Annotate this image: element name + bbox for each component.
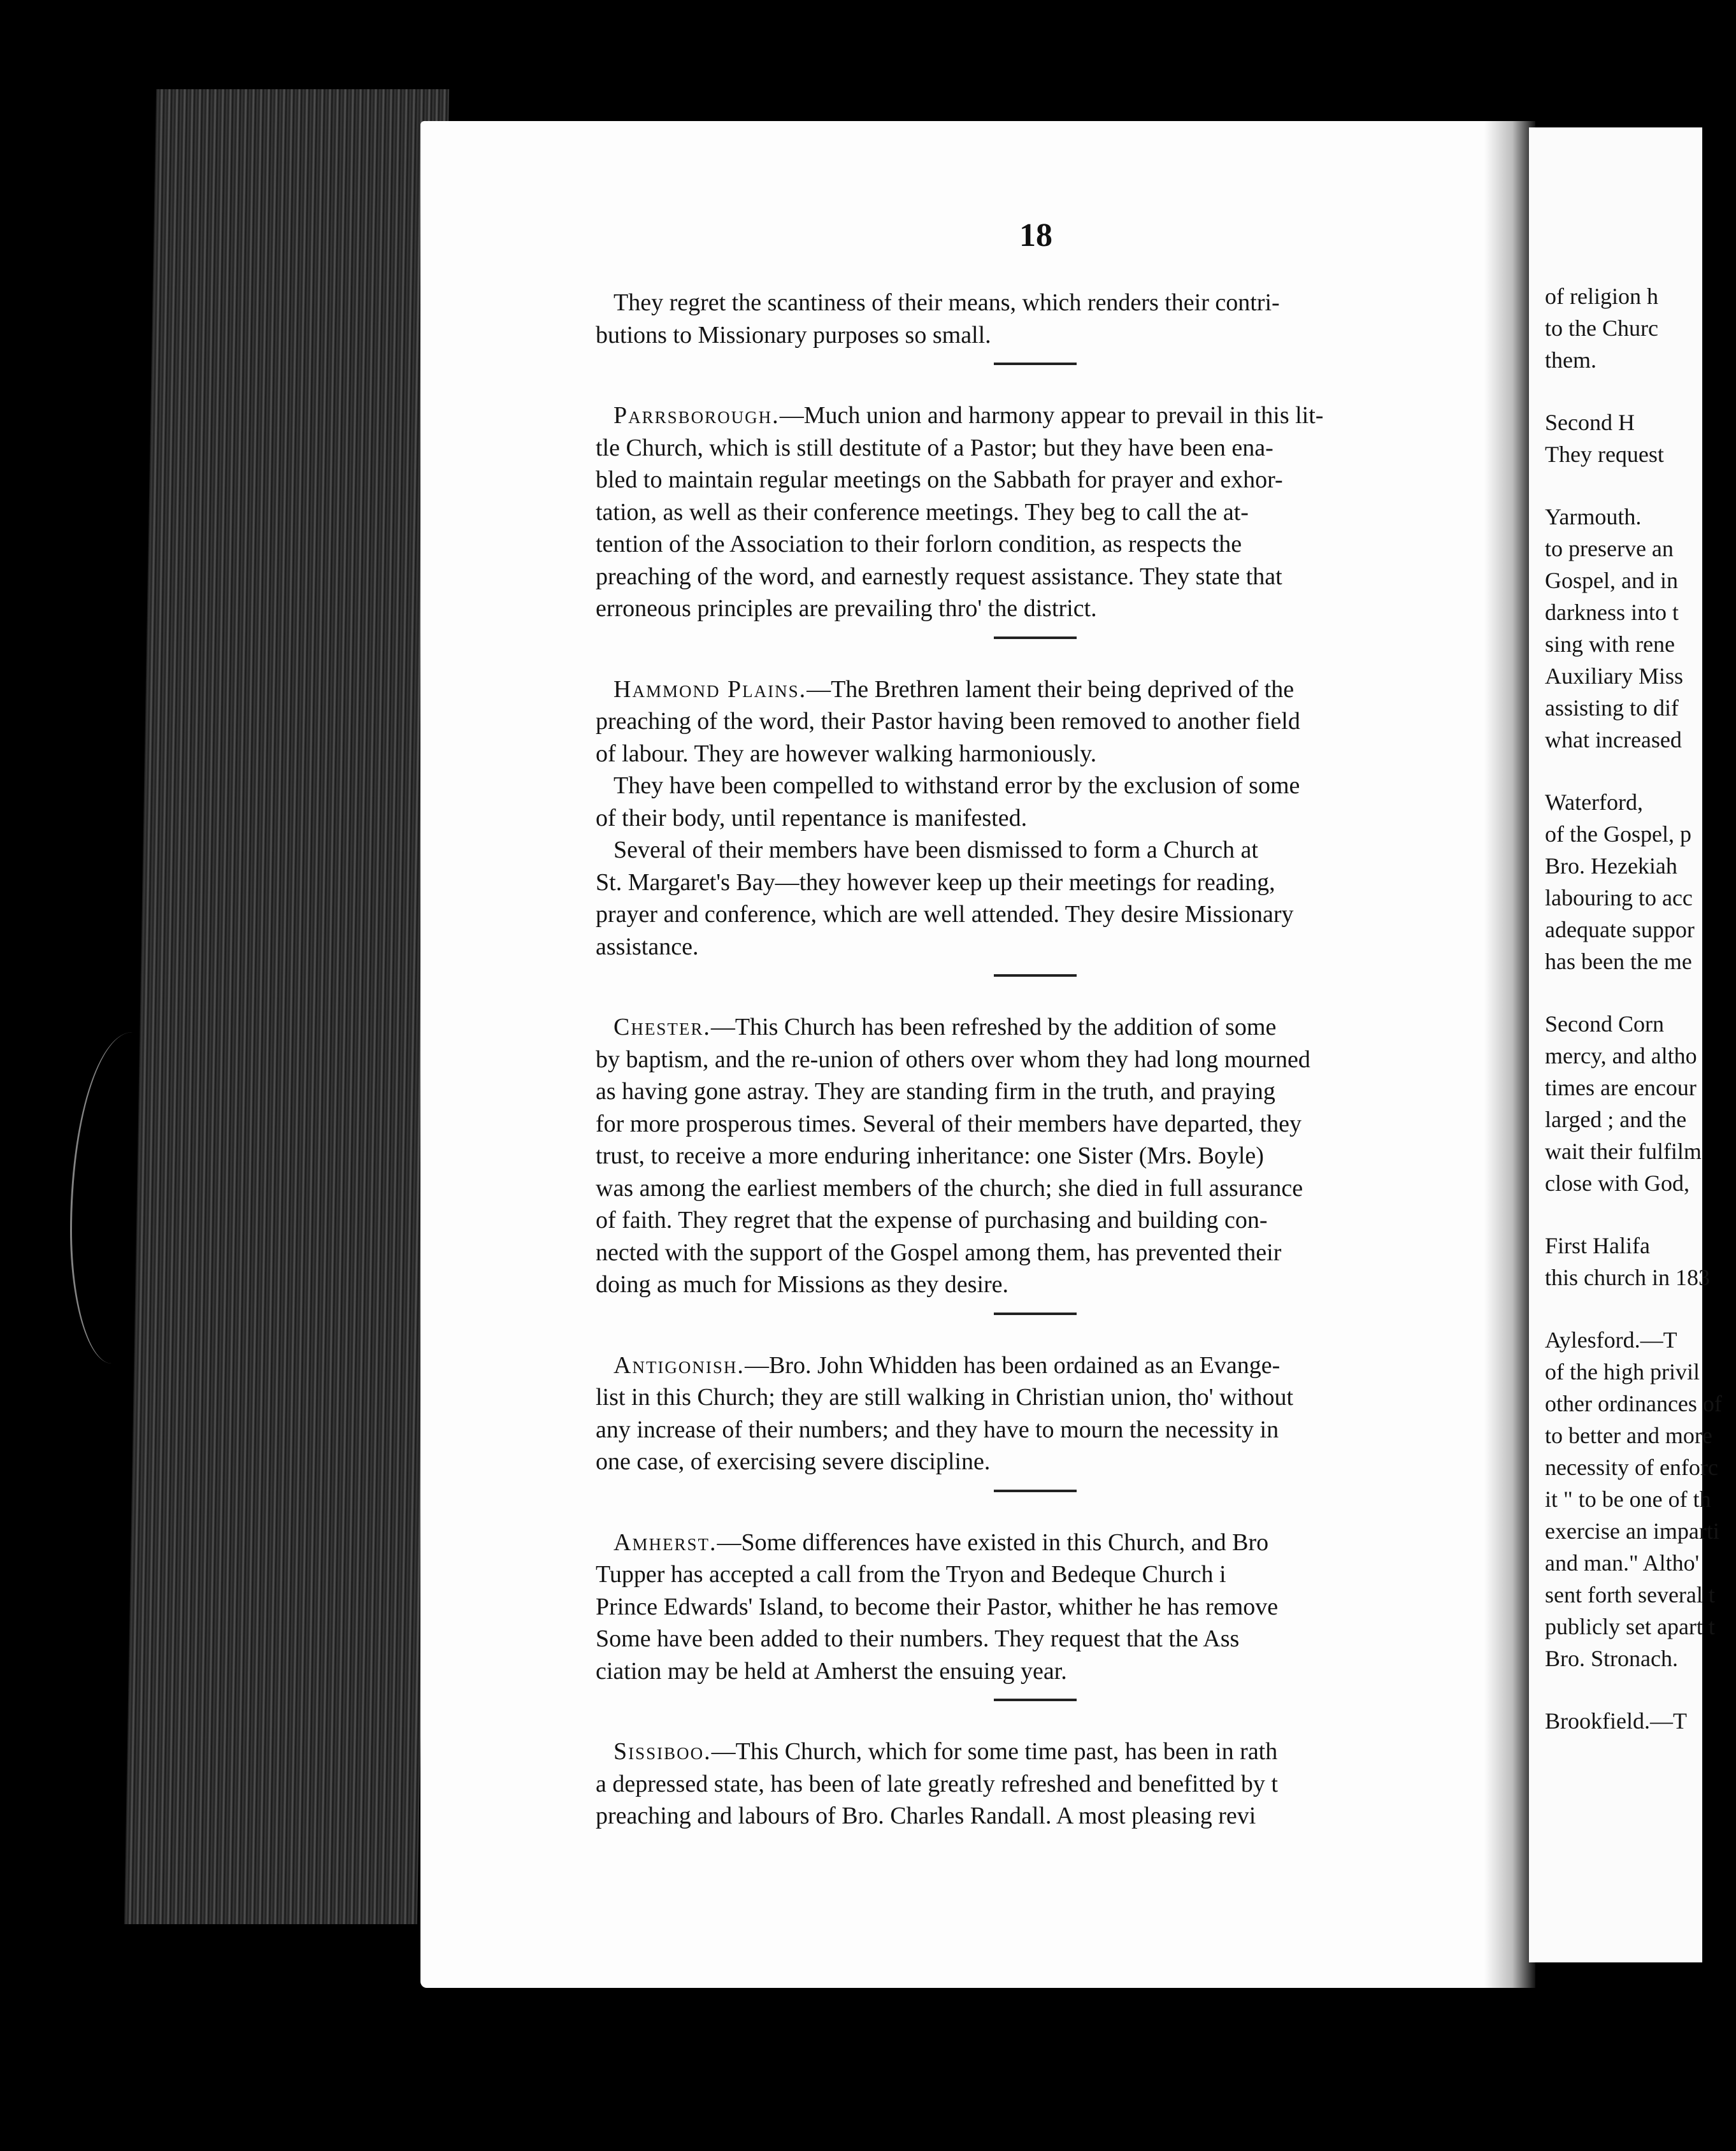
text-line <box>596 705 1475 738</box>
line-text: nected with the support of the Gospel among them, has prevented their <box>596 1239 1282 1266</box>
text-line <box>596 1414 1475 1446</box>
text-line: them. <box>1545 347 1596 373</box>
line-text: by baptism, and the re-union of others over whom they had long mourned <box>596 1046 1310 1073</box>
text-line: Second Corn <box>1545 1011 1664 1037</box>
text-line <box>596 528 1475 561</box>
section-divider <box>994 1313 1077 1315</box>
text-line: adequate suppor <box>1545 917 1695 942</box>
text-line <box>596 673 1475 706</box>
line-text: preaching of the word, and earnestly request assistance. They state that <box>596 563 1282 590</box>
church-name-heading: Amherst. <box>613 1529 717 1556</box>
text-line: wait their fulfilm <box>1545 1139 1702 1164</box>
left-page-text <box>596 287 1475 1832</box>
line-text: of faith. They regret that the expense of purchasing and building con- <box>596 1207 1268 1234</box>
loose-thread <box>70 1032 174 1363</box>
line-text: one case, of exercising severe discipline. <box>596 1448 991 1475</box>
text-line <box>596 1044 1475 1076</box>
line-text: Several of their members have been dismissed to form a Church at <box>613 837 1258 863</box>
text-line <box>596 432 1475 464</box>
text-line: First Halifa <box>1545 1233 1650 1258</box>
section-divider <box>994 1490 1077 1492</box>
line-text: —Bro. John Whidden has been ordained as an Evange- <box>744 1351 1280 1379</box>
text-line: times are encour <box>1545 1075 1697 1100</box>
paragraph-gap <box>1545 756 1736 786</box>
text-line <box>596 770 1475 802</box>
line-text: butions to Missionary purposes so small. <box>596 321 991 349</box>
paragraph-gap <box>1545 376 1736 406</box>
text-line <box>596 1768 1475 1801</box>
line-text: tation, as well as their conference meetings. They beg to call the at- <box>596 498 1249 526</box>
text-line <box>596 802 1475 835</box>
text-line: Aylesford.—T <box>1545 1327 1677 1353</box>
church-name-heading: Antigonish. <box>613 1351 745 1379</box>
line-text: tention of the Association to their forlorn condition, as respects the <box>596 531 1242 558</box>
text-line <box>596 1172 1475 1205</box>
section-divider <box>994 1699 1077 1701</box>
paragraph <box>596 673 1475 770</box>
text-line: has been the me <box>1545 949 1692 974</box>
text-line: to preserve an <box>1545 536 1674 561</box>
paragraph <box>596 834 1475 963</box>
line-text: trust, to receive a more enduring inheritance: one Sister (Mrs. Boyle) <box>596 1142 1264 1169</box>
text-line: publicly set apart t <box>1545 1614 1715 1639</box>
text-line <box>596 561 1475 593</box>
text-line: Auxiliary Miss <box>1545 663 1684 689</box>
line-text: assistance. <box>596 933 699 960</box>
text-line: to the Churc <box>1545 315 1658 341</box>
line-text: any increase of their numbers; and they have to mourn the necessity in <box>596 1416 1279 1443</box>
line-text: They have been compelled to withstand error by the exclusion of some <box>613 772 1300 799</box>
text-line <box>596 1381 1475 1414</box>
line-text: They regret the scantiness of their means, which renders their contri- <box>613 289 1280 316</box>
line-text: as having gone astray. They are standing firm in the truth, and praying <box>596 1078 1275 1105</box>
section-divider <box>994 637 1077 639</box>
paragraph-gap <box>1545 1199 1736 1230</box>
text-line: larged ; and the <box>1545 1107 1687 1132</box>
text-line: it " to be one of th <box>1545 1486 1711 1512</box>
line-text: —This Church has been refreshed by the addition of some <box>710 1014 1277 1040</box>
text-line <box>596 593 1475 625</box>
line-text: —This Church, which for some time past, has been in rath <box>711 1738 1278 1765</box>
text-line <box>596 319 1475 352</box>
paragraph <box>596 287 1475 351</box>
line-text: Tupper has accepted a call from the Tryon and Bedeque Church i <box>596 1561 1226 1588</box>
text-line <box>596 1269 1475 1301</box>
text-line <box>596 1623 1475 1655</box>
line-text: preaching of the word, their Pastor having been removed to another field <box>596 708 1300 735</box>
line-text: preaching and labours of Bro. Charles Randall. A most pleasing revi <box>596 1802 1256 1829</box>
paragraph <box>596 399 1475 625</box>
text-line: other ordinances of <box>1545 1391 1722 1416</box>
book-page-edges <box>124 89 449 1924</box>
line-text: bled to maintain regular meetings on the Sabbath for prayer and exhor- <box>596 466 1283 493</box>
text-line <box>596 867 1475 899</box>
line-text: Some have been added to their numbers. They request that the Ass <box>596 1625 1240 1652</box>
line-text: list in this Church; they are still walking in Christian union, tho' without <box>596 1384 1294 1411</box>
paragraph-gap <box>1545 1674 1736 1705</box>
line-text: was among the earliest members of the church; she died in full assurance <box>596 1174 1303 1202</box>
church-name-heading: Sissiboo. <box>613 1738 712 1765</box>
line-text: for more prosperous times. Several of their members have departed, they <box>596 1110 1302 1137</box>
text-line: They request <box>1545 442 1664 467</box>
text-line: necessity of enforc <box>1545 1455 1718 1480</box>
paragraph <box>596 1527 1475 1688</box>
line-text: tle Church, which is still destitute of a Pastor; but they have been ena- <box>596 434 1273 461</box>
text-line <box>596 1558 1475 1591</box>
text-line <box>596 931 1475 963</box>
line-text: —Some differences have existed in this Church, and Bro <box>717 1529 1269 1556</box>
text-line: exercise an imparti <box>1545 1518 1719 1544</box>
right-page-text <box>1545 280 1736 1737</box>
text-line <box>596 1140 1475 1172</box>
line-text: of their body, until repentance is manifested. <box>596 804 1028 831</box>
section-divider <box>994 363 1077 365</box>
church-name-heading: Hammond Plains. <box>613 675 807 703</box>
text-line: Bro. Hezekiah <box>1545 853 1677 879</box>
text-line <box>596 1011 1475 1044</box>
book-gutter <box>1484 121 1535 1988</box>
line-text: a depressed state, has been of late greatly refreshed and benefitted by t <box>596 1770 1278 1797</box>
text-line <box>596 464 1475 496</box>
text-line: Bro. Stronach. <box>1545 1646 1678 1671</box>
text-line: of the high privil <box>1545 1359 1700 1385</box>
line-text: ciation may be held at Amherst the ensuing year. <box>596 1657 1067 1685</box>
text-line: what increased <box>1545 727 1682 752</box>
church-name-heading: Parrsborough. <box>613 402 780 429</box>
text-line <box>596 399 1475 432</box>
text-line: Brookfield.—T <box>1545 1708 1687 1734</box>
line-text: of labour. They are however walking harmoniously. <box>596 740 1097 767</box>
church-name-heading: Chester. <box>613 1014 711 1040</box>
text-line: close with God, <box>1545 1170 1689 1196</box>
text-line <box>596 1800 1475 1832</box>
text-line <box>596 496 1475 529</box>
text-line: of religion h <box>1545 284 1658 309</box>
text-line: labouring to acc <box>1545 885 1693 910</box>
text-line: darkness into t <box>1545 600 1679 625</box>
line-text: —The Brethren lament their being deprived of the <box>807 675 1295 703</box>
text-line: Second H <box>1545 410 1635 435</box>
paragraph <box>596 770 1475 834</box>
text-line: and man." Altho' <box>1545 1550 1700 1576</box>
text-line <box>596 287 1475 319</box>
line-text: prayer and conference, which are well attended. They desire Missionary <box>596 901 1294 928</box>
line-text: Prince Edwards' Island, to become their Pastor, whither he has remove <box>596 1593 1279 1620</box>
text-line: of the Gospel, p <box>1545 821 1691 847</box>
line-text: doing as much for Missions as they desire. <box>596 1271 1009 1298</box>
text-line <box>596 1108 1475 1140</box>
text-line: mercy, and altho <box>1545 1043 1697 1068</box>
text-line <box>596 1736 1475 1768</box>
page-number: 18 <box>1019 217 1052 254</box>
text-line: sent forth several t <box>1545 1582 1715 1608</box>
paragraph-gap <box>1545 977 1736 1008</box>
paragraph <box>596 1349 1475 1478</box>
text-line: this church in 183 <box>1545 1265 1710 1290</box>
text-line <box>596 738 1475 770</box>
text-line <box>596 1237 1475 1269</box>
text-line <box>596 1076 1475 1108</box>
text-line: Waterford, <box>1545 789 1644 815</box>
paragraph <box>596 1011 1475 1301</box>
line-text: —Much union and harmony appear to prevail in this lit- <box>779 402 1324 429</box>
text-line: assisting to dif <box>1545 695 1679 721</box>
text-line <box>596 1655 1475 1688</box>
text-line <box>596 898 1475 931</box>
text-line <box>596 834 1475 867</box>
paragraph-gap <box>1545 470 1736 501</box>
text-line: Gospel, and in <box>1545 568 1678 593</box>
paragraph <box>596 1736 1475 1832</box>
text-line <box>596 1204 1475 1237</box>
text-line: to better and more <box>1545 1423 1712 1448</box>
section-divider <box>994 974 1077 977</box>
line-text: erroneous principles are prevailing thro' the district. <box>596 595 1097 622</box>
text-line <box>596 1349 1475 1382</box>
text-line <box>596 1446 1475 1478</box>
paragraph-gap <box>1545 1293 1736 1324</box>
text-line <box>596 1527 1475 1559</box>
line-text: St. Margaret's Bay—they however keep up their meetings for reading, <box>596 868 1275 896</box>
text-line: sing with rene <box>1545 631 1675 657</box>
text-line: Yarmouth. <box>1545 504 1642 529</box>
text-line <box>596 1591 1475 1623</box>
